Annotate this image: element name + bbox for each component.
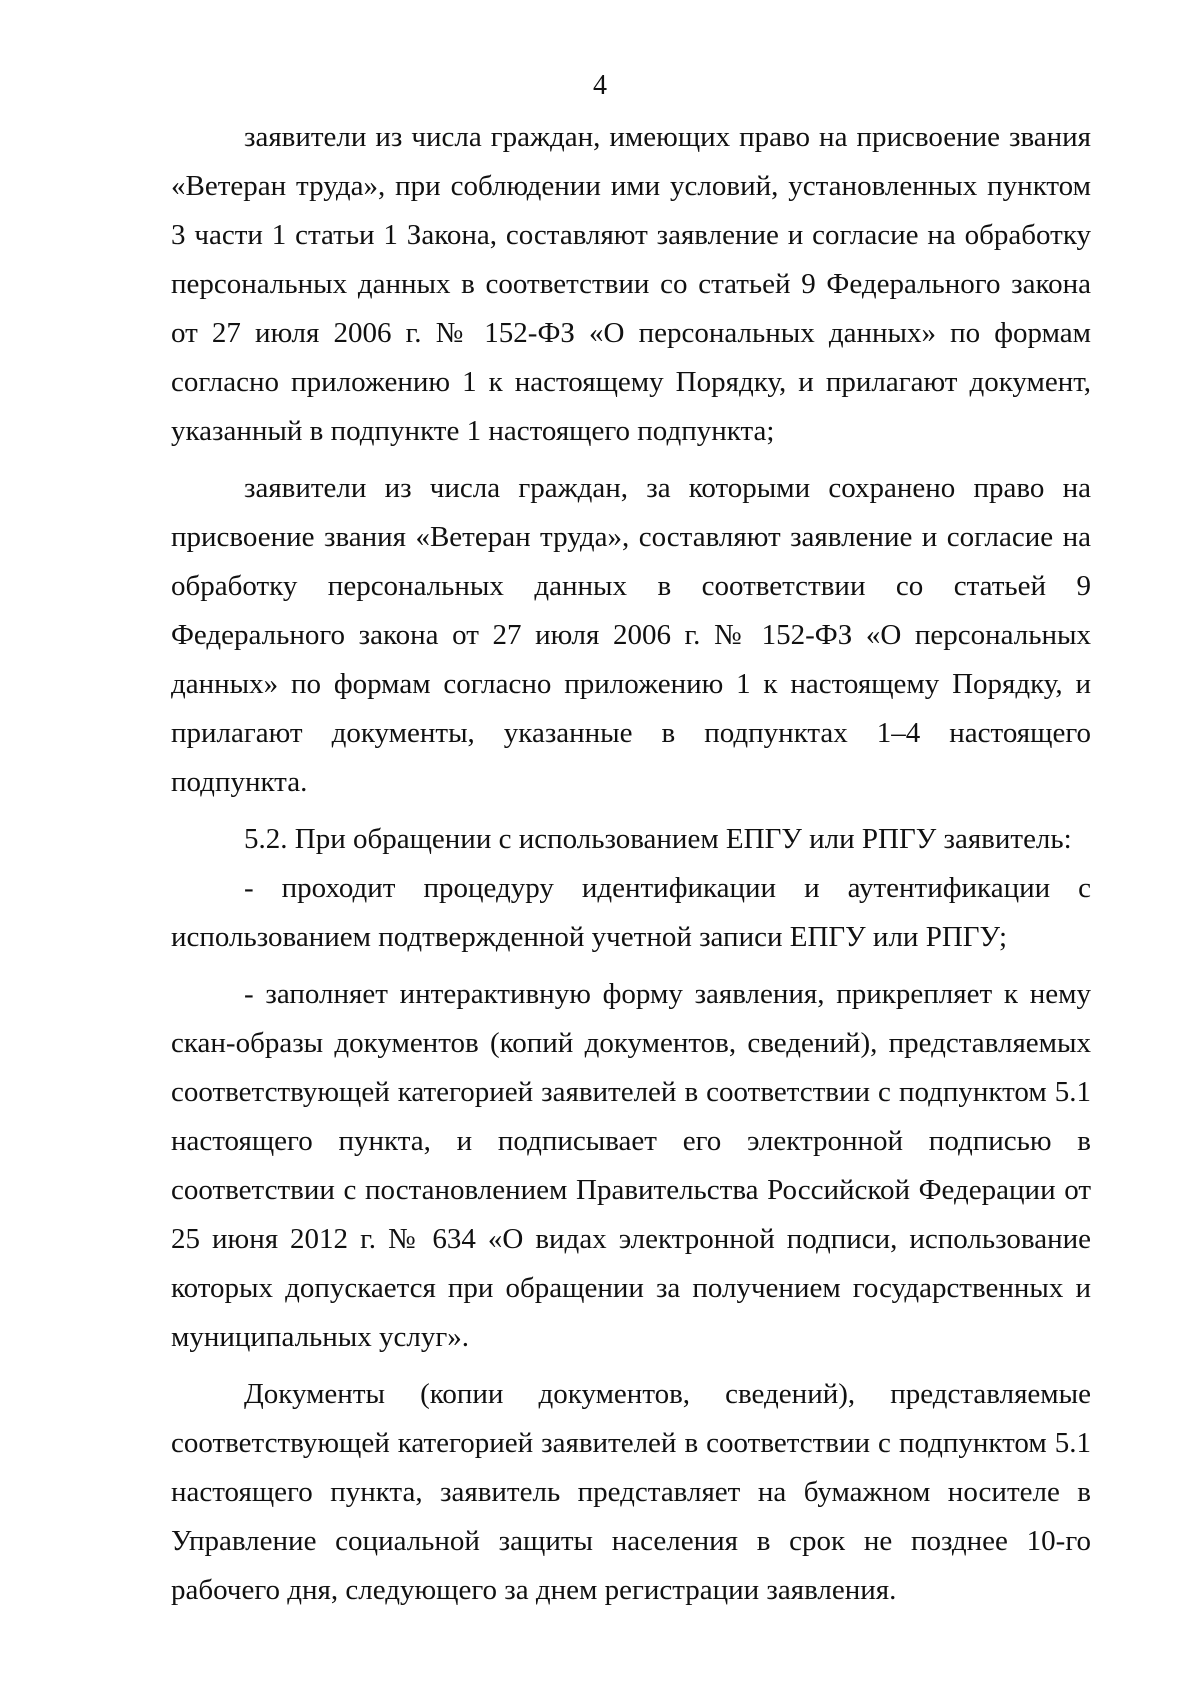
paragraph-section-5-2: 5.2. При обращении с использованием ЕПГУ или РПГУ заявитель: — [244, 823, 1072, 855]
paragraph-identification: - проходит процедуру идентификации и аутентификации с использованием подтвержденной учетной записи ЕПГУ или РПГУ; — [171, 872, 1091, 953]
paragraph-fill-form: - заполняет интерактивную форму заявления, прикрепляет к нему скан-образы документов (копий документов, сведений), представляемых соответствующей категорией заявителей в соответствии с подпунктом 5.1 настоящего пункта, и подписывает его электронной подписью в соответствии с постановлением Правительства Российской Федерации от 25 июня 2012 г. № 634 «О видах электронной подписи, использование которых допускается при обращении за получением государственных и муниципальных услуг». — [171, 978, 1091, 1353]
paragraph-paper-documents: Документы (копии документов, сведений), представляемые соответствующей категорией заявителей в соответствии с подпунктом 5.1 настоящего пункта, заявитель представляет на бумажном носителе в Управление социальной защиты населения в срок не позднее 10-го рабочего дня, следующего за днем регистрации заявления. — [171, 1378, 1091, 1606]
page-number: 4 — [593, 70, 607, 101]
document-body — [171, 113, 1091, 1615]
paragraph-applicants-retained-right: заявители из числа граждан, за которыми сохранено право на присвоение звания «Ветеран труда», составляют заявление и согласие на обработку персональных данных в соответствии со статьей 9 Федерального закона от 27 июля 2006 г. № 152-ФЗ «О персональных данных» по формам согласно приложению 1 к настоящему Порядку, и прилагают документы, указанные в подпунктах 1–4 настоящего подпункта. — [171, 472, 1091, 798]
paragraph-applicants-veteran-right: заявители из числа граждан, имеющих право на присвоение звания «Ветеран труда», при соблюдении ими условий, установленных пунктом 3 части 1 статьи 1 Закона, составляют заявление и согласие на обработку персональных данных в соответствии со статьей 9 Федерального закона от 27 июля 2006 г. № 152-ФЗ «О персональных данных» по формам согласно приложению 1 к настоящему Порядку, и прилагают документ, указанный в подпункте 1 настоящего подпункта; — [171, 121, 1091, 447]
